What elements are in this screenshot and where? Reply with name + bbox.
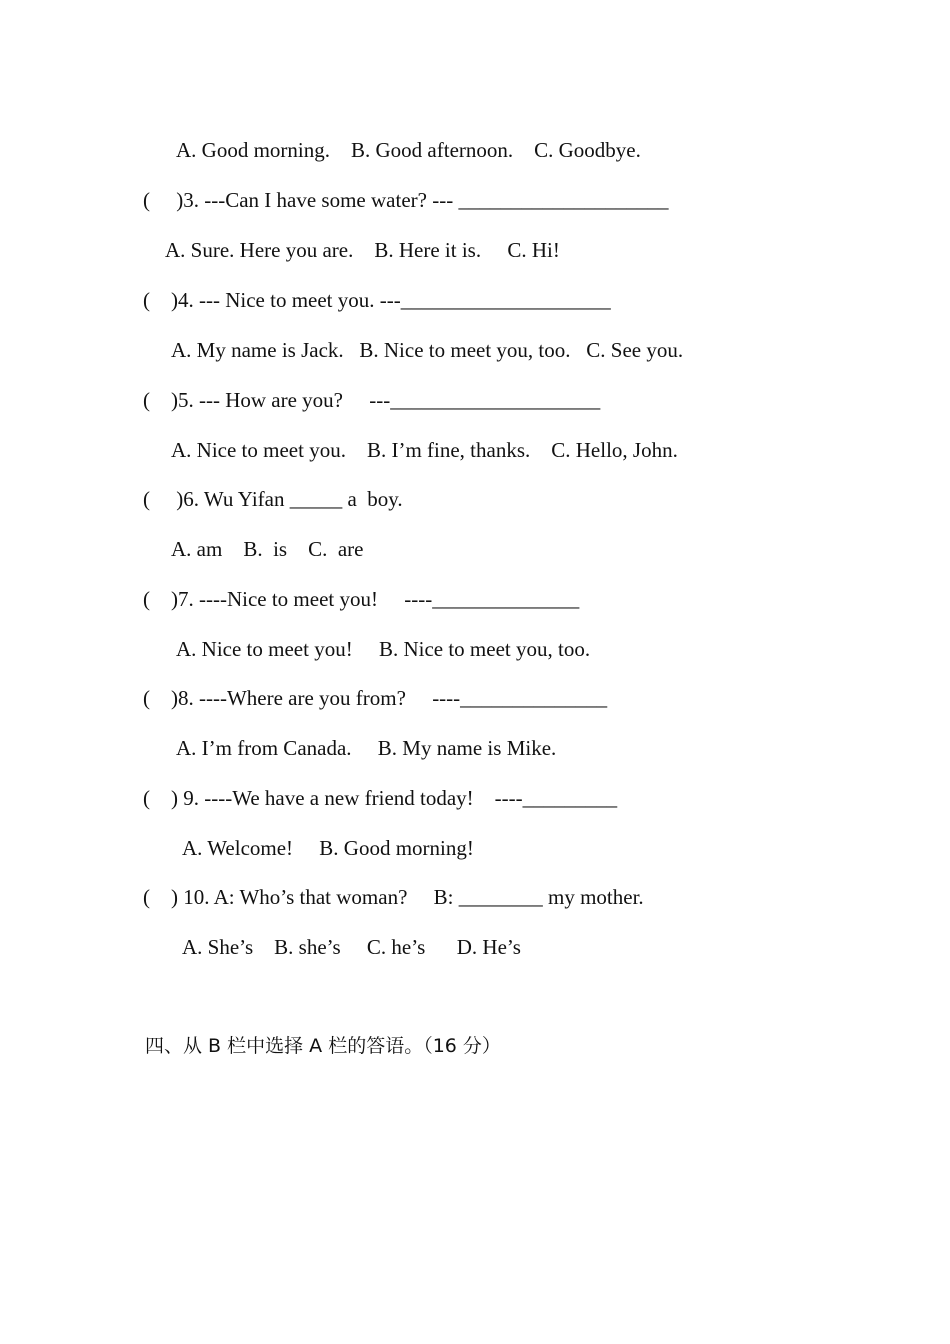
question-4-options: A. My name is Jack. B. Nice to meet you, too. C. See you.	[171, 338, 684, 362]
question-3-options: A. Sure. Here you are. B. Here it is. C. Hi!	[165, 238, 560, 262]
question-9-stem: ( ) 9. ----We have a new friend today! ----_________	[143, 786, 618, 810]
question-10-stem: ( ) 10. A: Who’s that woman? B: ________ my mother.	[143, 885, 644, 909]
question-8-options: A. I’m from Canada. B. My name is Mike.	[176, 736, 557, 760]
question-6-options: A. am B. is C. are	[171, 537, 364, 561]
question-2-options: A. Good morning. B. Good afternoon. C. Goodbye.	[176, 138, 641, 162]
question-5-options: A. Nice to meet you. B. I’m fine, thanks. C. Hello, John.	[171, 438, 678, 462]
question-4-stem: ( )4. --- Nice to meet you. ---____________________	[143, 288, 611, 312]
question-10-options: A. She’s B. she’s C. he’s D. He’s	[182, 935, 521, 959]
section-four-title: 四、从 B 栏中选择 A 栏的答语。（16 分）	[145, 1035, 501, 1057]
question-8-stem: ( )8. ----Where are you from? ----______________	[143, 686, 608, 710]
question-6-stem: ( )6. Wu Yifan _____ a boy.	[143, 487, 403, 511]
question-7-stem: ( )7. ----Nice to meet you! ----______________	[143, 587, 580, 611]
question-3-stem: ( )3. ---Can I have some water? --- ____________________	[143, 188, 669, 212]
question-5-stem: ( )5. --- How are you? ---____________________	[143, 388, 601, 412]
question-7-options: A. Nice to meet you! B. Nice to meet you, too.	[176, 637, 591, 661]
question-9-options: A. Welcome! B. Good morning!	[182, 836, 474, 860]
